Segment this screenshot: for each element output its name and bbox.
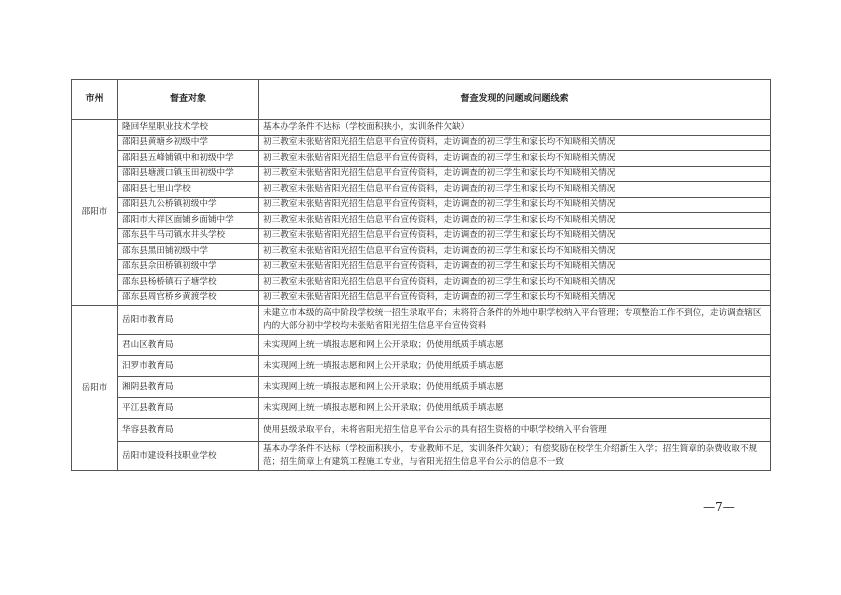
table-row — [72, 151, 771, 167]
table-row — [72, 306, 771, 335]
table-row — [72, 398, 771, 419]
issue-cell: 初三教室未张贴省阳光招生信息平台宣传资料，走访调查的初三学生和家长均不知晓相关情况 — [259, 166, 771, 182]
issue-cell: 初三教室未张贴省阳光招生信息平台宣传资料，走访调查的初三学生和家长均不知晓相关情况 — [259, 182, 771, 198]
target-cell: 华容县教育局 — [118, 419, 259, 442]
issue-cell: 初三教室未张贴省阳光招生信息平台宣传资料，走访调查的初三学生和家长均不知晓相关情况 — [259, 135, 771, 151]
issue-cell: 初三教室未张贴省阳光招生信息平台宣传资料，走访调查的初三学生和家长均不知晓相关情况 — [259, 213, 771, 229]
target-cell: 邵东县佘田桥镇初级中学 — [118, 259, 259, 275]
target-cell: 隆回华星职业技术学校 — [118, 120, 259, 136]
issue-cell: 初三教室未张贴省阳光招生信息平台宣传资料，走访调查的初三学生和家长均不知晓相关情况 — [259, 244, 771, 260]
table-row — [72, 244, 771, 260]
header-issue: 督查发现的问题或问题线索 — [259, 80, 771, 120]
issue-cell: 初三教室未张贴省阳光招生信息平台宣传资料，走访调查的初三学生和家长均不知晓相关情况 — [259, 228, 771, 244]
header-row — [72, 80, 771, 120]
table-row — [72, 356, 771, 377]
issue-cell: 初三教室未张贴省阳光招生信息平台宣传资料，走访调查的初三学生和家长均不知晓相关情况 — [259, 197, 771, 213]
target-cell: 岳阳市建设科技职业学校 — [118, 442, 259, 471]
issue-cell: 未实现网上统一填报志愿和网上公开录取；仍使用纸质手填志愿 — [259, 356, 771, 377]
issue-cell: 初三教室未张贴省阳光招生信息平台宣传资料，走访调查的初三学生和家长均不知晓相关情况 — [259, 151, 771, 167]
table-row — [72, 228, 771, 244]
issue-cell: 未建立市本级的高中阶段学校统一招生录取平台；未将符合条件的外地中职学校纳入平台管理；专项整治工作不到位，走访调查辖区内的大部分初中学校均未张贴省阳光招生信息平台宣传资料 — [259, 306, 771, 335]
table-row — [72, 442, 771, 471]
issue-cell: 初三教室未张贴省阳光招生信息平台宣传资料，走访调查的初三学生和家长均不知晓相关情况 — [259, 275, 771, 291]
target-cell: 汨罗市教育局 — [118, 356, 259, 377]
inspection-table — [71, 79, 771, 471]
target-cell: 平江县教育局 — [118, 398, 259, 419]
target-cell: 邵阳县九公桥镇初级中学 — [118, 197, 259, 213]
target-cell: 邵阳县五峰铺镇中和初级中学 — [118, 151, 259, 167]
issue-cell: 未实现网上统一填报志愿和网上公开录取；仍使用纸质手填志愿 — [259, 335, 771, 356]
target-cell: 邵东县黑田铺初级中学 — [118, 244, 259, 260]
table-row — [72, 290, 771, 306]
table-row — [72, 275, 771, 291]
table-row — [72, 213, 771, 229]
target-cell: 邵阳县黄塘乡初级中学 — [118, 135, 259, 151]
target-cell: 邵东县杨桥镇石子塘学校 — [118, 275, 259, 291]
table-row — [72, 120, 771, 136]
table-row — [72, 135, 771, 151]
target-cell: 湘阴县教育局 — [118, 377, 259, 398]
issue-cell: 未实现网上统一填报志愿和网上公开录取；仍使用纸质手填志愿 — [259, 377, 771, 398]
issue-cell: 初三教室未张贴省阳光招生信息平台宣传资料，走访调查的初三学生和家长均不知晓相关情况 — [259, 290, 771, 306]
target-cell: 邵东县周官桥乡黄渡学校 — [118, 290, 259, 306]
header-city: 市州 — [72, 80, 118, 120]
issue-cell: 使用县级录取平台，未将省阳光招生信息平台公示的具有招生资格的中职学校纳入平台管理 — [259, 419, 771, 442]
issue-cell: 初三教室未张贴省阳光招生信息平台宣传资料，走访调查的初三学生和家长均不知晓相关情况 — [259, 259, 771, 275]
target-cell: 君山区教育局 — [118, 335, 259, 356]
table-row — [72, 182, 771, 198]
page-number: —7— — [703, 500, 735, 514]
table-row — [72, 259, 771, 275]
target-cell: 邵阳县塘渡口镇玉田初级中学 — [118, 166, 259, 182]
target-cell: 邵东县牛马司镇水井头学校 — [118, 228, 259, 244]
header-target: 督查对象 — [118, 80, 259, 120]
table-row — [72, 419, 771, 442]
issue-cell: 基本办学条件不达标（学校面积狭小，专业教师不足，实训条件欠缺）；有偿奖励在校学生介绍新生入学；招生简章的杂费收取不规范；招生简章上有建筑工程施工专业，与省阳光招生信息平台公示的信息不一致 — [259, 442, 771, 471]
issue-cell: 未实现网上统一填报志愿和网上公开录取；仍使用纸质手填志愿 — [259, 398, 771, 419]
target-cell: 邵阳市大祥区面铺乡面铺中学 — [118, 213, 259, 229]
table-row — [72, 197, 771, 213]
issue-cell: 基本办学条件不达标（学校面积狭小，实训条件欠缺） — [259, 120, 771, 136]
target-cell: 岳阳市教育局 — [118, 306, 259, 335]
table-row — [72, 166, 771, 182]
city-cell-yueyang: 岳阳市 — [72, 306, 118, 471]
city-cell-shaoyang: 邵阳市 — [72, 120, 118, 306]
target-cell: 邵阳县七里山学校 — [118, 182, 259, 198]
table-row — [72, 335, 771, 356]
table-row — [72, 377, 771, 398]
